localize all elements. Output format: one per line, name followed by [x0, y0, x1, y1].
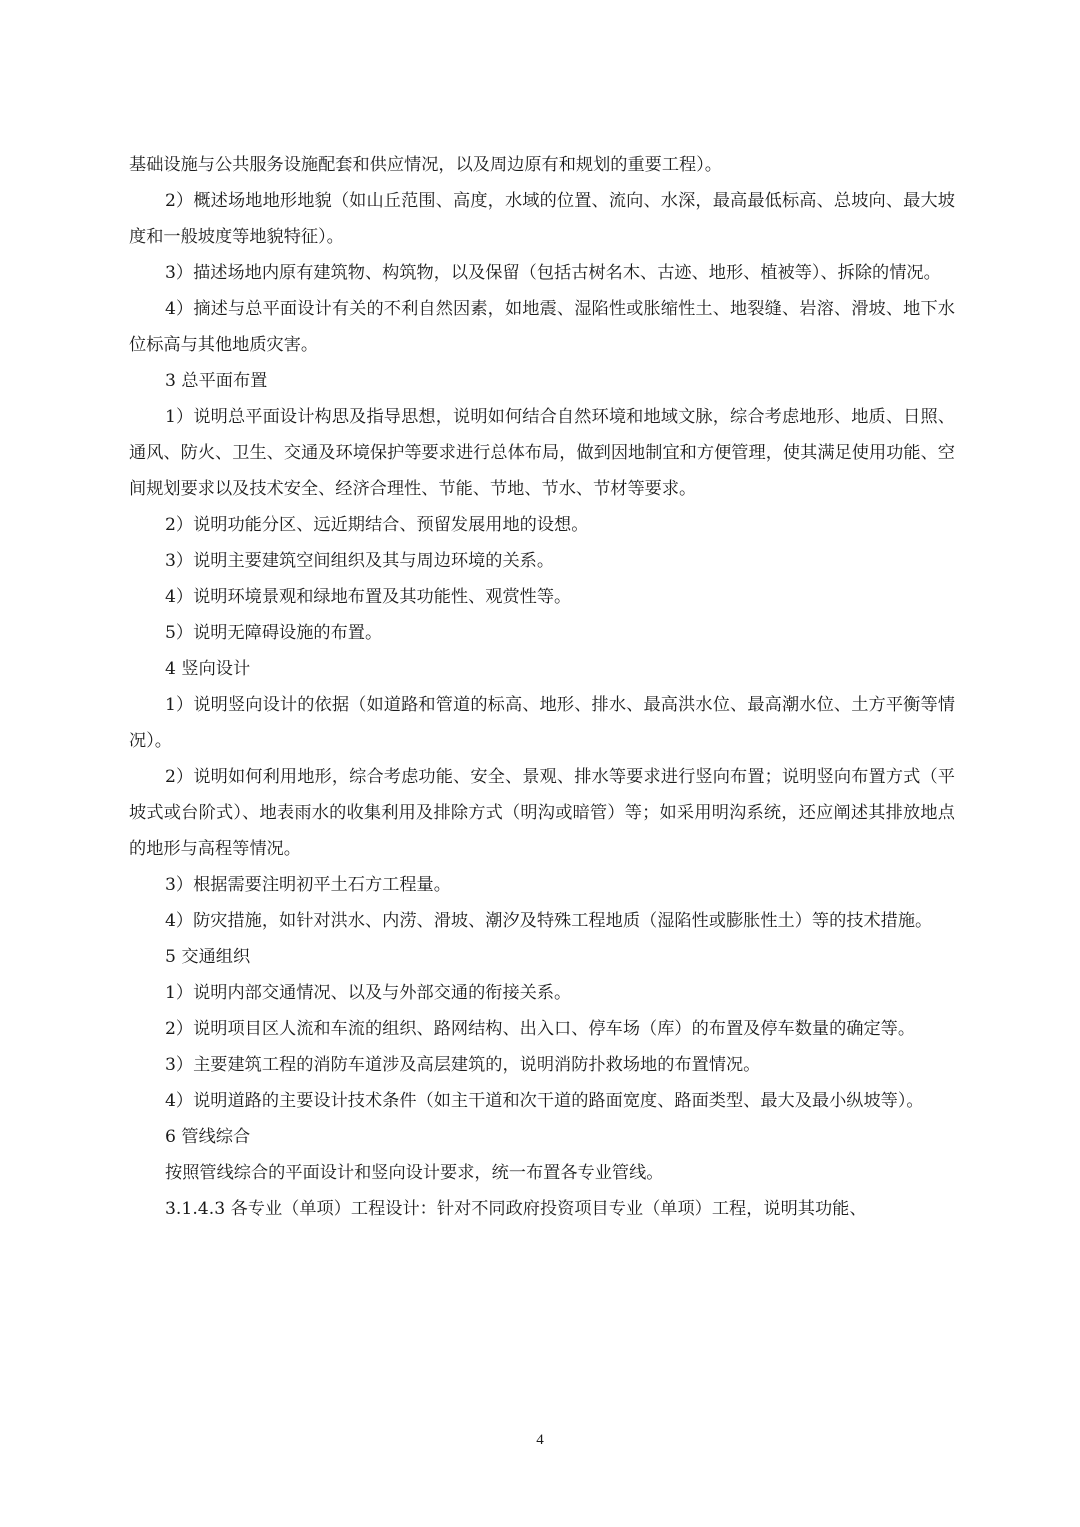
paragraph: 5）说明无障碍设施的布置。	[165, 623, 383, 643]
page-number: 4	[536, 1432, 544, 1448]
paragraph: 4）摘述与总平面设计有关的不利自然因素，如地震、湿陷性或胀缩性土、地裂缝、岩溶、滑坡、地下水位标高与其他地质灾害。	[129, 299, 955, 355]
paragraph: 4）说明环境景观和绿地布置及其功能性、观赏性等。	[165, 587, 572, 607]
paragraph: 3）主要建筑工程的消防车道涉及高层建筑的，说明消防扑救场地的布置情况。	[165, 1055, 761, 1075]
paragraph: 2）概述场地地形地貌（如山丘范围、高度，水域的位置、流向、水深，最高最低标高、总坡向、最大坡度和一般坡度等地貌特征）。	[129, 191, 955, 247]
paragraph: 1）说明竖向设计的依据（如道路和管道的标高、地形、排水、最高洪水位、最高潮水位、土方平衡等情况）。	[129, 695, 955, 751]
paragraph: 1）说明内部交通情况、以及与外部交通的衔接关系。	[165, 983, 572, 1003]
paragraph: 基础设施与公共服务设施配套和供应情况，以及周边原有和规划的重要工程）。	[129, 155, 722, 175]
paragraph: 按照管线综合的平面设计和竖向设计要求，统一布置各专业管线。	[165, 1163, 664, 1183]
body-text	[129, 147, 955, 1227]
paragraph: 3）描述场地内原有建筑物、构筑物，以及保留（包括古树名木、古迹、地形、植被等）、拆除的情况。	[165, 263, 941, 283]
paragraph: 2）说明如何利用地形，综合考虑功能、安全、景观、排水等要求进行竖向布置；说明竖向布置方式（平坡式或台阶式）、地表雨水的收集利用及排除方式（明沟或暗管）等；如采用明沟系统，还应阐述其排放地点的地形与高程等情况。	[129, 767, 955, 859]
paragraph: 3）说明主要建筑空间组织及其与周边环境的关系。	[165, 551, 555, 571]
paragraph: 3.1.4.3 各专业（单项）工程设计：针对不同政府投资项目专业（单项）工程，说明其功能、	[165, 1199, 867, 1219]
paragraph: 4 竖向设计	[165, 659, 251, 679]
paragraph: 4）说明道路的主要设计技术条件（如主干道和次干道的路面宽度、路面类型、最大及最小纵坡等）。	[165, 1091, 924, 1111]
paragraph: 5 交通组织	[165, 947, 251, 967]
paragraph: 4）防灾措施，如针对洪水、内涝、滑坡、潮汐及特殊工程地质（湿陷性或膨胀性土）等的技术措施。	[165, 911, 933, 931]
paragraph: 2）说明功能分区、远近期结合、预留发展用地的设想。	[165, 515, 589, 535]
paragraph: 6 管线综合	[165, 1127, 251, 1147]
paragraph: 3）根据需要注明初平土石方工程量。	[165, 875, 451, 895]
paragraph: 3 总平面布置	[165, 371, 268, 391]
paragraph: 2）说明项目区人流和车流的组织、路网结构、出入口、停车场（库）的布置及停车数量的确定等。	[165, 1019, 916, 1039]
paragraph: 1）说明总平面设计构思及指导思想，说明如何结合自然环境和地域文脉，综合考虑地形、地质、日照、通风、防火、卫生、交通及环境保护等要求进行总体布局，做到因地制宜和方便管理，使其满足使用功能、空间规划要求以及技术安全、经济合理性、节能、节地、节水、节材等要求。	[129, 407, 955, 499]
